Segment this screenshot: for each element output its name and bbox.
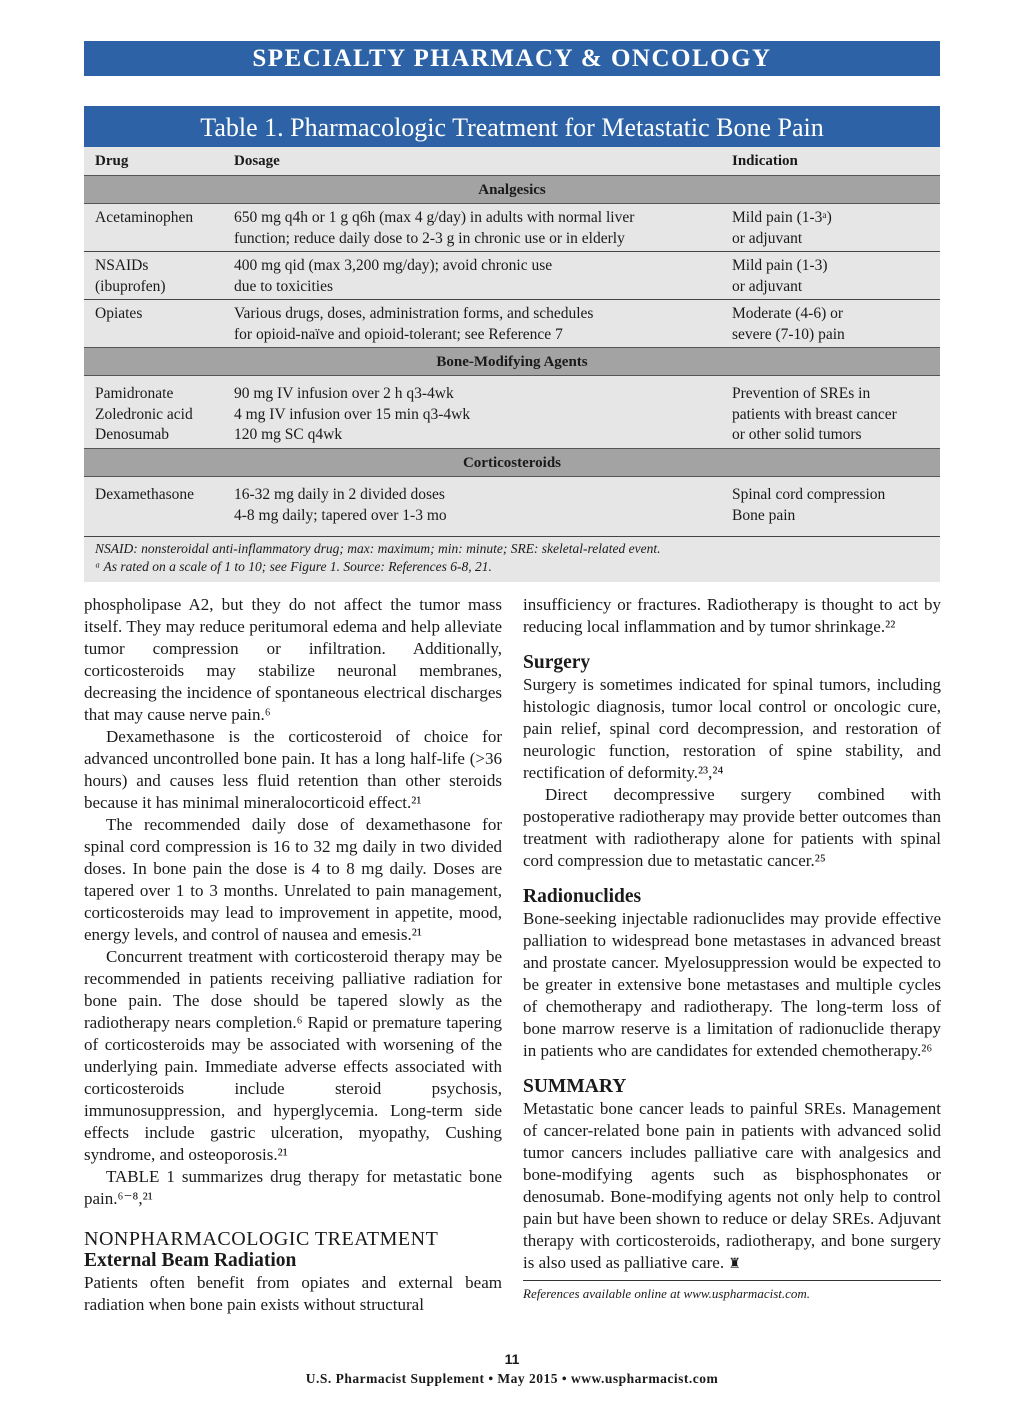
subheading-surgery: Surgery [523, 652, 591, 673]
body-paragraph: Dexamethasone is the corticosteroid of choice for advanced uncontrolled bone pain. It has a long half-life (>36 hours) and causes less fluid retention than other steroids because it has minimal mineralocorticoid effect.²¹ [84, 727, 502, 812]
dosage-cell: 650 mg q4h or 1 g q6h (max 4 g/day) in adults with normal liver function; reduce daily dose to 2-3 g in chronic use or in elderly [234, 209, 635, 247]
publication-line: U.S. Pharmacist Supplement • May 2015 • www.uspharmacist.com [305, 1371, 719, 1386]
drug-cell: Dexamethasone [95, 486, 194, 503]
body-paragraph: Bone-seeking injectable radionuclides may provide effective palliation to widespread bone metastases in advanced breast and prostate cancer. Myelosuppression would be expected to be greater in extensive bone metastases and multiple cycles of chemotherapy and radiotherapy. The long-term loss of bone marrow reserve is a limitation of radionuclide therapy in patients who are candidates for extended chemotherapy.²⁶ [523, 909, 941, 1060]
body-paragraph: Patients often benefit from opiates and external beam radiation when bone pain exists without structural [84, 1273, 502, 1314]
page-number: 11 [504, 1351, 520, 1367]
right-column [523, 594, 941, 1305]
table-footnotes [95, 540, 661, 576]
drug-table [84, 106, 940, 582]
body-paragraph: Surgery is sometimes indicated for spinal tumors, including histologic diagnosis, tumor local control or oncologic cure, pain relief, spinal cord decompression, and restoration of neurologic function, restoration of spine stability, and rectification of deformity.²³,²⁴ [523, 675, 941, 782]
summary-text: Metastatic bone cancer leads to painful SREs. Management of cancer-related bone pain in patients with advanced solid tumor cancers includes palliative care with analgesics and bone-modifying agents such as bisphosphonates or denosumab. Bone-modifying agents not only help to control pain but have been shown to reduce or delay SREs. Adjuvant therapy with corticosteroids, radiotherapy, and bone surgery is also used as palliative care. [523, 1099, 941, 1272]
body-paragraph: Concurrent treatment with corticosteroid therapy may be recommended in patients receiving palliative radiation for bone pain. The dose should be tapered slowly as the radiotherapy nears completion.⁶ Rapid or premature tapering of corticosteroids may be associated with worsening of the underlying pain. Immediate adverse effects associated with corticosteroids include steroid psychosis, immunosuppression, and hyperglycemia. Long-term side effects include gastric ulceration, myopathy, Cushing syndrome, and osteoporosis.²¹ [84, 947, 502, 1164]
footnote-abbreviations: NSAID: nonsteroidal anti-inflammatory drug; max: maximum; min: minute; SRE: skeletal-related event. [95, 541, 661, 556]
table-header-row [84, 147, 940, 175]
references-note: References available online at www.uspharmacist.com. [523, 1280, 941, 1305]
indication-cell: Mild pain (1-3ᵃ) or adjuvant [732, 209, 832, 247]
body-paragraph: insufficiency or fractures. Radiotherapy is thought to act by reducing local inflammation and by tumor shrinkage.²² [523, 595, 941, 636]
drug-cell: NSAIDs (ibuprofen) [95, 257, 166, 295]
drug-cell: Acetaminophen [95, 209, 194, 226]
section-heading-nonpharmacologic: NONPHARMACOLOGIC TREATMENT [84, 1228, 439, 1250]
dosage-cell: 400 mg qid (max 3,200 mg/day); avoid chronic use due to toxicities [234, 257, 553, 295]
dosage-cell: 16-32 mg daily in 2 divided doses 4-8 mg daily; tapered over 1-3 mo [234, 486, 447, 524]
table-row [84, 477, 940, 537]
body-paragraph: Direct decompressive surgery combined with postoperative radiotherapy may provide better outcomes than treatment with radiotherapy alone for patients with spinal cord compression due to metastatic cancer.²⁵ [523, 785, 941, 870]
body-paragraph [523, 1098, 941, 1276]
header-indication: Indication [732, 153, 798, 169]
table-row [84, 204, 940, 252]
body-paragraph: phospholipase A2, but they do not affect the tumor mass itself. They may reduce peritumoral edema and help alleviate tumor compression or infiltration. Additionally, corticosteroids may stabilize neuronal membranes, decreasing the incidence of spontaneous electrical discharges that may cause nerve pain.⁶ [84, 595, 502, 724]
subheading-radionuclides: Radionuclides [523, 886, 642, 907]
indication-cell: Spinal cord compression Bone pain [732, 486, 886, 524]
table-row [84, 376, 940, 448]
indication-cell: Prevention of SREs in patients with breast cancer or other solid tumors [732, 385, 897, 443]
header-drug: Drug [95, 153, 129, 169]
subheading-summary: SUMMARY [523, 1076, 627, 1097]
dosage-cell: 90 mg IV infusion over 2 h q3-4wk 4 mg IV infusion over 15 min q3-4wk 120 mg SC q4wk [234, 385, 471, 443]
section-corticosteroids: Corticosteroids [84, 448, 940, 477]
footnote-source: ᵃ As rated on a scale of 1 to 10; see Figure 1. Source: References 6-8, 21. [95, 559, 492, 574]
table-title: Table 1. Pharmacologic Treatment for Metastatic Bone Pain [84, 106, 940, 147]
header-dosage: Dosage [234, 153, 280, 169]
subheading-external-beam-radiation: External Beam Radiation [84, 1250, 297, 1271]
body-paragraph: The recommended daily dose of dexamethasone for spinal cord compression is 16 to 32 mg daily in two divided doses. In bone pain the dose is 4 to 8 mg daily. Doses are tapered over 1 to 3 months. Unrelated to pain management, corticosteroids may lead to improvement in appetite, mood, energy levels, and control of nausea and emesis.²¹ [84, 815, 502, 944]
table-row [84, 300, 940, 347]
section-banner: SPECIALTY PHARMACY & ONCOLOGY [84, 41, 940, 76]
table-row [84, 252, 940, 300]
page-footer [0, 1351, 1024, 1387]
left-column [84, 594, 502, 1316]
indication-cell: Moderate (4-6) or severe (7-10) pain [732, 305, 845, 343]
drug-cell: Opiates [95, 305, 143, 322]
section-bone-modifying: Bone-Modifying Agents [84, 347, 940, 376]
section-analgesics: Analgesics [84, 175, 940, 204]
drug-cell: Pamidronate Zoledronic acid Denosumab [95, 385, 193, 443]
body-paragraph: TABLE 1 summarizes drug therapy for metastatic bone pain.⁶⁻⁸,²¹ [84, 1167, 502, 1208]
row-divider [84, 536, 940, 537]
indication-cell: Mild pain (1-3) or adjuvant [732, 257, 828, 295]
end-of-article-mark: ♜ [728, 1257, 741, 1272]
dosage-cell: Various drugs, doses, administration forms, and schedules for opioid-naïve and opioid-tolerant; see Reference 7 [234, 305, 594, 343]
